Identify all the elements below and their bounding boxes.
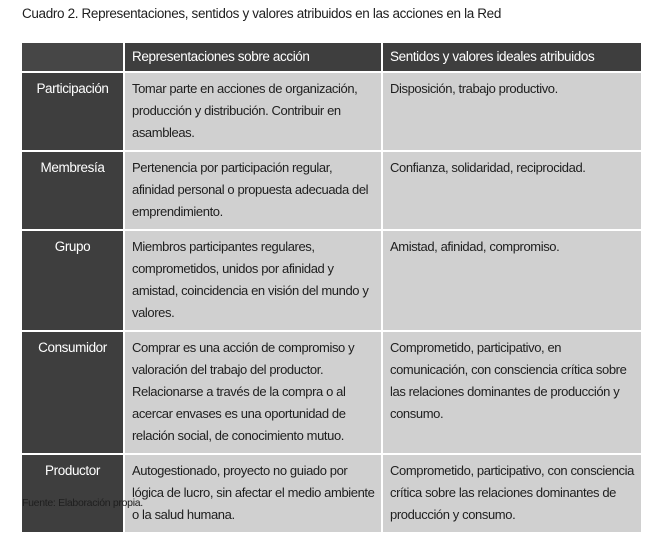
cell-representaciones: Comprar es una acción de compromiso y valoración del trabajo del productor. Relacionarse a través de la compra o al acercar envases es una oportunidad de relación social, de conocimiento mutuo. bbox=[124, 331, 382, 454]
row-label-participacion: Participación bbox=[21, 72, 124, 151]
row-label-grupo: Grupo bbox=[21, 230, 124, 331]
cell-sentidos: Amistad, afinidad, compromiso. bbox=[382, 230, 642, 331]
table-row bbox=[21, 230, 642, 331]
cell-sentidos: Comprometido, participativo, en comunicación, con consciencia crítica sobre las relaciones dominantes de producción y consumo. bbox=[382, 331, 642, 454]
table-header-row bbox=[21, 42, 642, 72]
table-caption: Cuadro 2. Representaciones, sentidos y valores atribuidos en las acciones en la Red bbox=[22, 6, 501, 21]
table-row bbox=[21, 331, 642, 454]
table-row bbox=[21, 454, 642, 533]
cell-sentidos: Disposición, trabajo productivo. bbox=[382, 72, 642, 151]
row-label-productor: Productor bbox=[21, 454, 124, 533]
row-label-membresia: Membresía bbox=[21, 151, 124, 230]
cell-representaciones: Pertenencia por participación regular, afinidad personal o propuesta adecuada del emprendimiento. bbox=[124, 151, 382, 230]
cell-sentidos: Confianza, solidaridad, reciprocidad. bbox=[382, 151, 642, 230]
header-sentidos: Sentidos y valores ideales atribuidos bbox=[382, 42, 642, 72]
representations-table bbox=[20, 41, 643, 534]
cell-representaciones: Autogestionado, proyecto no guiado por lógica de lucro, sin afectar el medio ambiente o la salud humana. bbox=[124, 454, 382, 533]
source-note: Fuente: Elaboración propia. bbox=[22, 497, 143, 509]
cell-sentidos: Comprometido, participativo, con consciencia crítica sobre las relaciones dominantes de producción y consumo. bbox=[382, 454, 642, 533]
table-row bbox=[21, 72, 642, 151]
cell-representaciones: Tomar parte en acciones de organización, producción y distribución. Contribuir en asambleas. bbox=[124, 72, 382, 151]
header-representaciones: Representaciones sobre acción bbox=[124, 42, 382, 72]
table-row bbox=[21, 151, 642, 230]
header-corner-cell bbox=[21, 42, 124, 72]
row-label-consumidor: Consumidor bbox=[21, 331, 124, 454]
cell-representaciones: Miembros participantes regulares, comprometidos, unidos por afinidad y amistad, coincidencia en visión del mundo y valores. bbox=[124, 230, 382, 331]
